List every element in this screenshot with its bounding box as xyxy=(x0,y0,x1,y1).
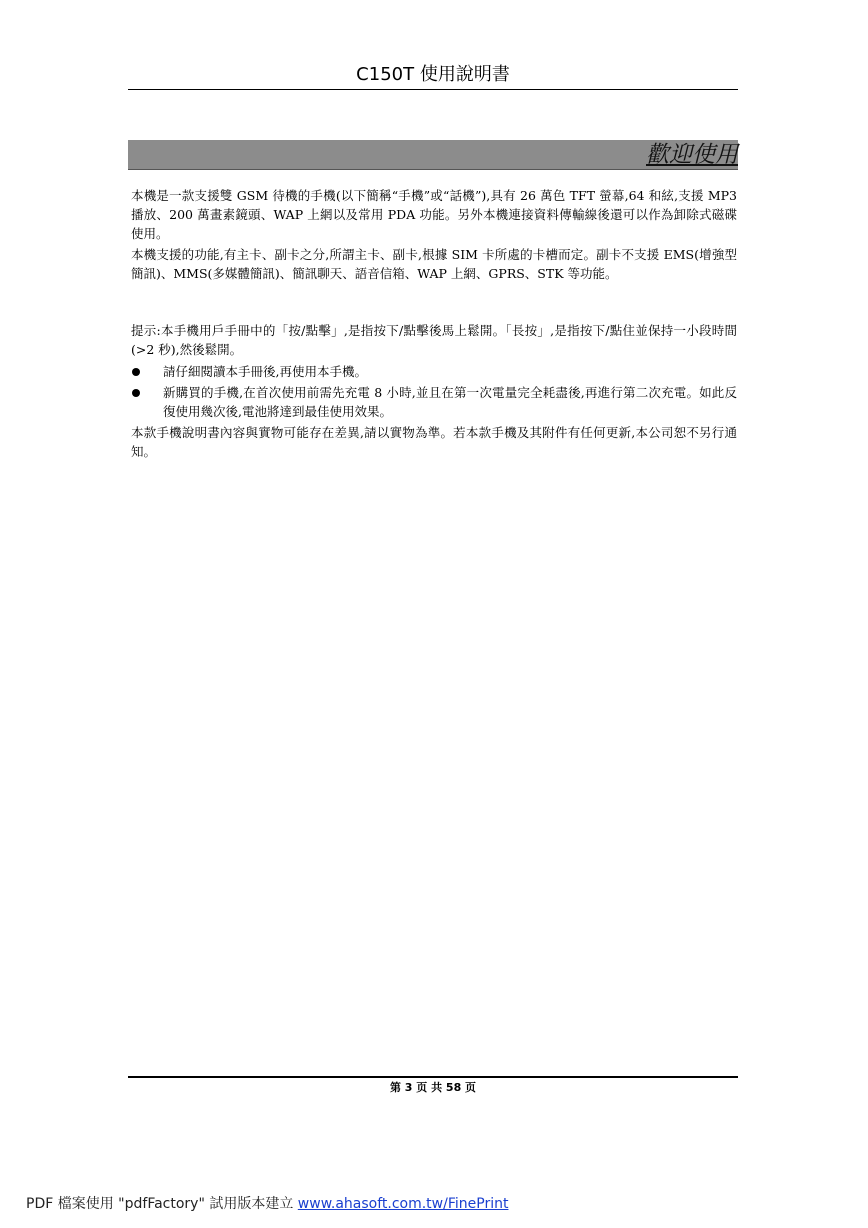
watermark-text: PDF 檔案使用 "pdfFactory" 試用版本建立 xyxy=(26,1196,298,1212)
list-item xyxy=(131,362,737,381)
intro-paragraph: 本機是一款支援雙 GSM 待機的手機(以下簡稱“手機”或“話機”),具有 26 萬色 TFT 螢幕,64 和絃,支援 MP3 播放、200 萬畫素鏡頭、WAP 上網以及常用 PDA 功能。另外本機連接資料傳輸線後還可以作為卸除式磁碟使用。 xyxy=(131,188,737,241)
header-divider xyxy=(128,89,738,90)
bullet-text: 請仔細閱讀本手冊後,再使用本手機。 xyxy=(163,364,367,379)
document-title: C150T 使用說明書 xyxy=(356,64,510,85)
features-paragraph: 本機支援的功能,有主卡、副卡之分,所謂主卡、副卡,根據 SIM 卡所處的卡槽而定。副卡不支援 EMS(增強型簡訊)、MMS(多媒體簡訊)、簡訊聊天、語音信箱、WAP 上網、GPRS、STK 等功能。 xyxy=(131,247,737,281)
bullet-text: 新購買的手機,在首次使用前需先充電 8 小時,並且在第一次電量完全耗盡後,再進行第二次充電。如此反復使用幾次後,電池將達到最佳使用效果。 xyxy=(163,385,737,419)
bullet-icon xyxy=(132,368,140,376)
bullet-icon xyxy=(132,389,140,397)
disclaimer-paragraph: 本款手機說明書內容與實物可能存在差異,請以實物為準。若本款手機及其附件有任何更新,本公司恕不另行通知。 xyxy=(131,425,737,459)
footer-divider xyxy=(128,1076,738,1078)
bullet-list xyxy=(131,362,737,421)
watermark-link[interactable]: www.ahasoft.com.tw/FinePrint xyxy=(297,1196,509,1212)
page-number: 第 3 页 共 58 页 xyxy=(389,1081,477,1094)
section-banner xyxy=(128,140,738,170)
body-text xyxy=(131,186,737,461)
list-item xyxy=(131,383,737,421)
pdf-watermark xyxy=(26,1194,508,1214)
hint-paragraph: 提示:本手機用戶手冊中的「按/點擊」,是指按下/點擊後馬上鬆開。「長按」,是指按下/點住並保持一小段時間(>2 秒),然後鬆開。 xyxy=(131,323,737,357)
section-title: 歡迎使用 xyxy=(646,142,738,168)
